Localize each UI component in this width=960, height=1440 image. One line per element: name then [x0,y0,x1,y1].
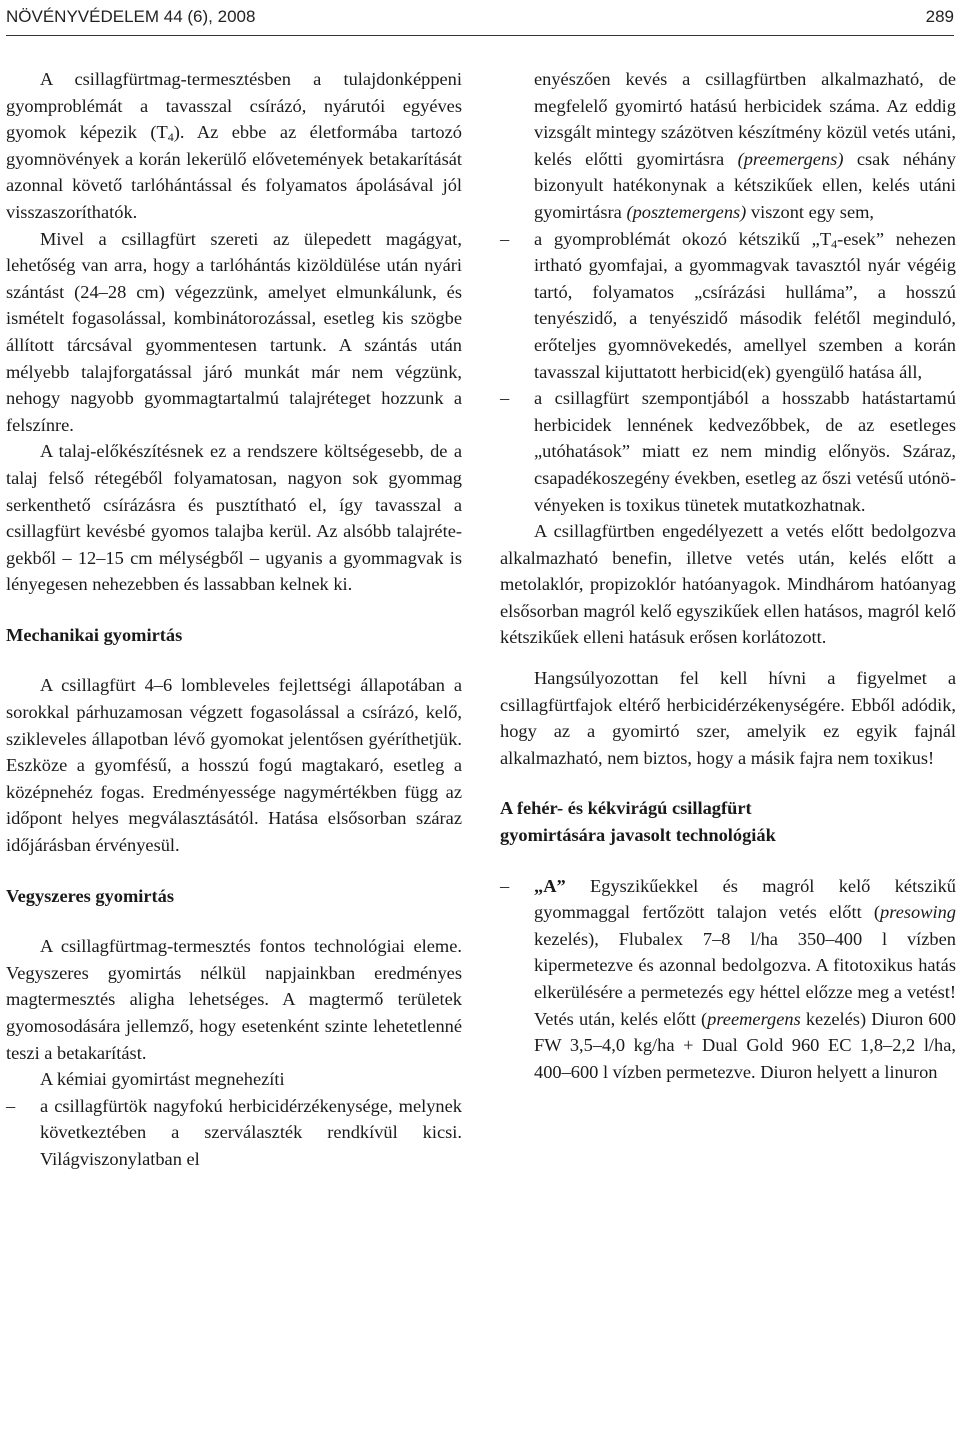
list-item: – a csillagfürt szempontjából a hosszabb hatástartamú herbicidek lennének kedvezőbbek, de az esetleges „utóhatások” miatt ez nem mindig előnyös. Száraz, csapadékoszegény években, esetleg az őszi vetésű utónövényeken is toxikus tünetek mutatkozhatnak. [500,385,956,518]
dash-marker: – [500,875,510,896]
section-heading-mechanical: Mechanikai gyomirtás [6,624,183,645]
journal-citation: NÖVÉNYVÉDELEM 44 (6), 2008 [6,7,256,26]
section-heading-chemical: Vegyszeres gyomirtás [6,885,175,906]
list-item: – a csillagfürtök nagyfokú herbicidérzékenysége, melynek következtében a szerválaszték rendkívül kicsi. Világviszonylatban el [6,1093,462,1173]
paragraph-mechanical: A csillagfürt 4–6 lombleveles fejlettségi állapotában a sorokkal párhuzamosan végzett fogasolással a csírázó, kelő, szikleveles állapotban lévő gyomokat jelentősen gyéríthetjük. Eszköze a gyomfésű, a hosszú fogú magtakaró, esetleg a középnehéz fogas. Eredményessége nagymértékben függ az időpont helyes megválasztásától. Hatása elsősorban száraz időjárásban érvényesül. [6,675,462,856]
paragraph-intro: A csillagfürtmag-termesztésben a tulajdonképpeni gyomproblémát a tavasszal csírázó, nyárutói egyéves gyomok képezik $(T_4)$. Az ebbe az életformába tartozó gyomnövények a korán lekerülő elővetemények betakarítását azonnal követő tarlóhántással és folyamatos ápolásával jól visszaszoríthatók. [6,69,462,222]
dash-marker: – [6,1095,16,1116]
paragraph-soil: Mivel a csillagfürt szereti az ülepedett magágyat, lehetőség van arra, hogy a tarlóhántás kizöldülése után nyári szántást (24–28 cm) végezzünk, amelyet elmunkálunk, és ismételt fogasolással, kombinátorozással, esetleg kis szögbe állított tárcsával gyommentesen tartunk. A szántás után mélyebb talajforgatással járó munkát már nem végzünk, nehogy nagyobb gyommagtartalmú talajréteget hozzunk a felszínre. [6,228,462,435]
subscript: 4 [167,130,174,145]
section-heading-technologies: A fehér- és kékvirágú csillagfürt gyomirtására javasolt technológiák [500,798,776,846]
list-item-continuation: enyészően kevés a csillagfürtben alkalmazható, de megfelelő gyomirtó hatású herbicidek száma. Az eddig vizsgált mintegy százötven készítmény közül vetés utáni, kelés előtti gyomirtásra (preemergens) csak néhány bizonyult hatékonynak a kétszikűek ellen, kelés utáni gyomirtásra (posztemergens) viszont egy sem, [534,69,957,222]
paragraph-approved-herbicides: A csillagfürtben engedélyezett a vetés előtt bedolgozva alkalmazható benefin, illetve vetés után, kelés előtt a metolaklór, propizoklór hatóanyagok. Mindhárom hatóanyag elsősorban magról kelő egyszikűek ellen hatásos, magról kelő kétszikűek elleni hatásuk erősen korlátozott. [500,521,956,648]
dash-marker: – [500,388,510,409]
dash-marker: – [500,228,510,249]
page-number: 289 [925,7,954,26]
paragraph-sensitivity: Hangsúlyozottan fel kell hívni a figyelmet a csillagfürtfajok eltérő herbicidérzékenységére. Ebből adódik, hogy az a gyomirtó szer, amelyik ez egyik fajnál alkalmazható, nem biztos, hogy a másik fajra nem toxikus! [500,668,956,768]
paragraph-difficulty: A kémiai gyomirtást megnehezíti [40,1069,285,1090]
header-rule [6,35,954,36]
subscript: 4 [831,236,838,251]
paragraph-chemical: A csillagfürtmag-termesztés fontos technológiai eleme. Vegyszeres gyomirtás nélkül napjainkban eredményes magtermesztés aligha lehetséges. A magtermő területek gyomosodására jellemző, hogy esetenként szinte lehetetlenné teszi a betakarítást. [6,936,462,1063]
paragraph-soil-prep: A talaj-előkészítésnek ez a rendszere költségesebb, de a talaj felső rétegéből folyamatosan, nagyon sok gyommag serkenthető csírázásra és pusztítható el, így tavasszal a csillagfürt kevésbé gyomos talajba kerül. Az alsóbb talajrétegekből – 12–15 cm mélységből – ugyanis a gyommagvak is lényegesen nehezebben és lassabban kelnek ki. [6,441,462,595]
left-column [6,66,462,1173]
right-column [500,66,956,1085]
running-header [6,4,954,30]
list-item-technology-a: – „A” Egyszikűekkel és magról kelő kétszikű gyommaggal fertőzött talajon vetés előtt (presowing kezelés), Flubalex 7–8 l/ha 350–400 l vízben kipermetezve és azonnal bedolgozva. A fitotoxikus hatás elkerülésére a permetezés egy héttel előzze meg a vetést! Vetés után, kelés előtt (preemergens kezelés) Diuron 600 FW 3,5–4,0 kg/ha + Dual Gold 960 EC 1,8–2,2 l/ha, 400–600 l vízben permetezve. Diuron helyett a linuron [500,873,956,1086]
technology-label: „A” [534,875,566,896]
list-item: – a gyomproblémát okozó kétszikű $„T_4$-esek” nehezen irtható gyomfajai, a gyommagvak tavasztól nyár végéig tartó, folyamatos „csírázási hulláma”, a hosszú tenyészidő, a tenyészidő második felétől meginduló, erőteljes gyomnövekedés, amellyel szemben a korán tavasszal kijuttatott herbicid(ek) gyengülő hatása áll, [500,226,956,386]
